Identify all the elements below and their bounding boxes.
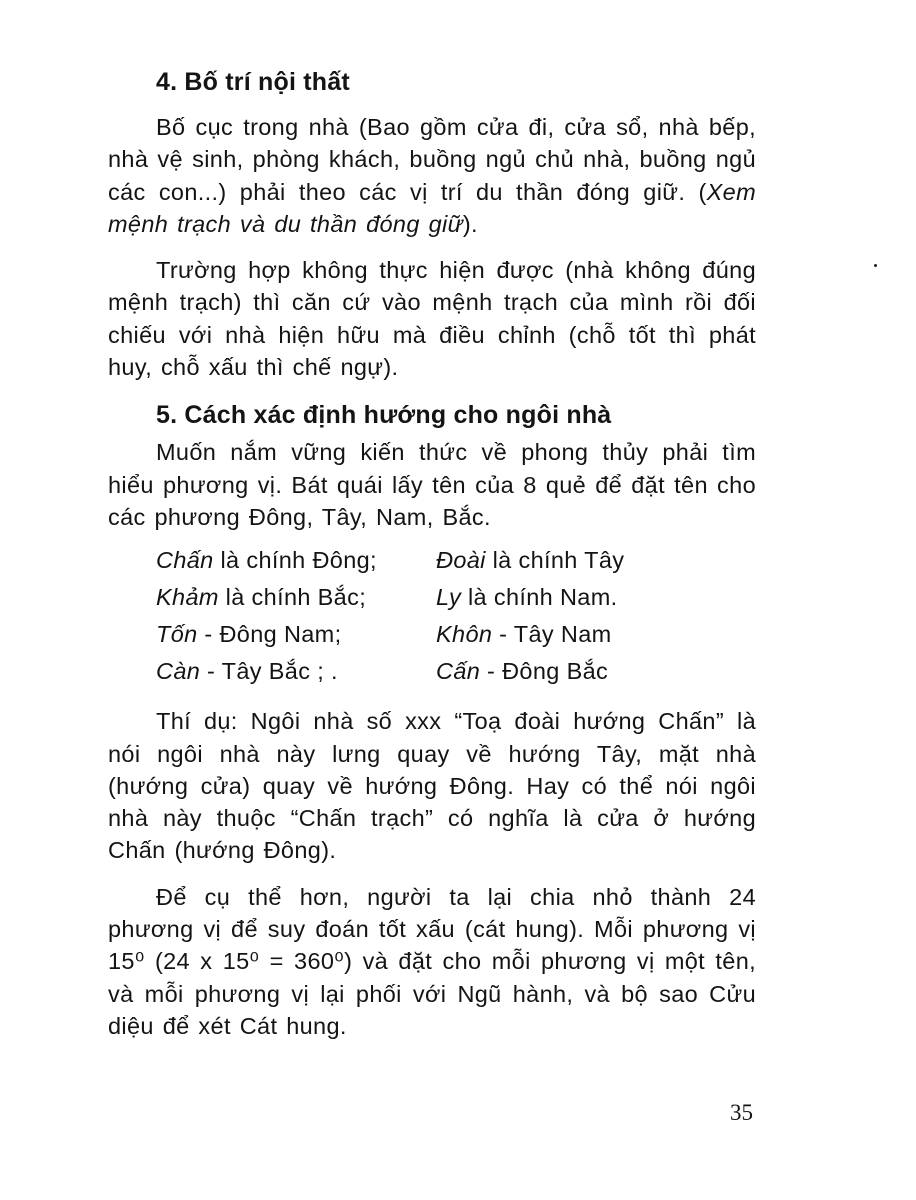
page-number: 35 [730,1100,753,1125]
direction-pair-row [156,658,716,695]
direction-pair-right [436,658,608,695]
section-4-heading: 4. Bố trí nội thất [156,68,350,96]
direction-pair-left [156,658,436,695]
section-5-paragraph-2: Thí dụ: Ngôi nhà số xxx “Toạ đoài hướng Chấn” là nói ngôi nhà này lưng quay về hướng Tây, mặt nhà (hướng cửa) quay về hướng Đông. Hay có thể nói ngôi nhà này thuộc “Chấn trạch” có nghĩa là cửa ở hướng Chấn (hướng Đông). [108,708,756,864]
trigram-term: Ly [436,584,462,611]
trigram-term: Cấn [436,658,481,685]
direction-pair-right [436,547,624,584]
direction-desc: là chính Bắc; [218,584,367,611]
section-5-heading: 5. Cách xác định hướng cho ngôi nhà [156,401,612,430]
direction-desc: - Tây Nam [492,621,612,648]
direction-desc: là chính Đông; [213,547,377,574]
section-4-p1-italic: Xem mệnh trạch và du thần đóng giữ [108,178,756,237]
scan-speck [874,264,877,267]
direction-pair-row [156,584,716,621]
section-4-paragraph-2: Trường hợp không thực hiện được (nhà không đúng mệnh trạch) thì căn cứ vào mệnh trạch của mình rồi đối chiếu với nhà hiện hữu mà điều chỉnh (chỗ tốt thì phát huy, chỗ xấu thì chế ngự). [108,257,756,381]
trigram-term: Chấn [156,547,214,574]
direction-desc: - Đông Nam; [197,621,342,648]
direction-pair-right [436,584,618,621]
section-4-p1-end: ). [462,210,478,237]
section-4-paragraph-1 [108,111,756,240]
direction-desc: là chính Nam. [461,584,618,611]
trigram-term: Khảm [156,584,219,611]
direction-pairs-list [156,547,716,695]
direction-pair-right [436,621,612,658]
direction-pair-left [156,584,436,621]
direction-desc: - Đông Bắc [480,658,609,685]
trigram-term: Khôn [436,621,493,648]
direction-pair-row [156,621,716,658]
trigram-term: Đoài [436,547,486,574]
trigram-term: Càn [156,658,201,685]
direction-desc: là chính Tây [485,547,625,574]
section-4-p1-text: Bố cục trong nhà (Bao gồm cửa đi, cửa sổ, nhà bếp, nhà vệ sinh, phòng khách, buồng ngủ chủ nhà, buồng ngủ các con...) phải theo các vị trí du thần đóng giữ. ( [108,114,756,205]
direction-desc: - Tây Bắc ; . [200,658,338,685]
direction-pair-left [156,621,436,658]
section-5-paragraph-3: Để cụ thể hơn, người ta lại chia nhỏ thành 24 phương vị để suy đoán tốt xấu (cát hung). Mỗi phương vị 15⁰ (24 x 15⁰ = 360⁰) và đặt cho mỗi phương vị một tên, và mỗi phương vị lại phối với Ngũ hành, và bộ sao Cửu diệu để xét Cát hung. [108,883,756,1039]
section-5-paragraph-1: Muốn nắm vững kiến thức về phong thủy phải tìm hiểu phương vị. Bát quái lấy tên của 8 quẻ để đặt tên cho các phương Đông, Tây, Nam, Bắc. [108,439,756,530]
book-page [108,68,756,1056]
direction-pair-row [156,547,716,584]
direction-pair-left [156,547,436,584]
trigram-term: Tốn [156,621,198,648]
